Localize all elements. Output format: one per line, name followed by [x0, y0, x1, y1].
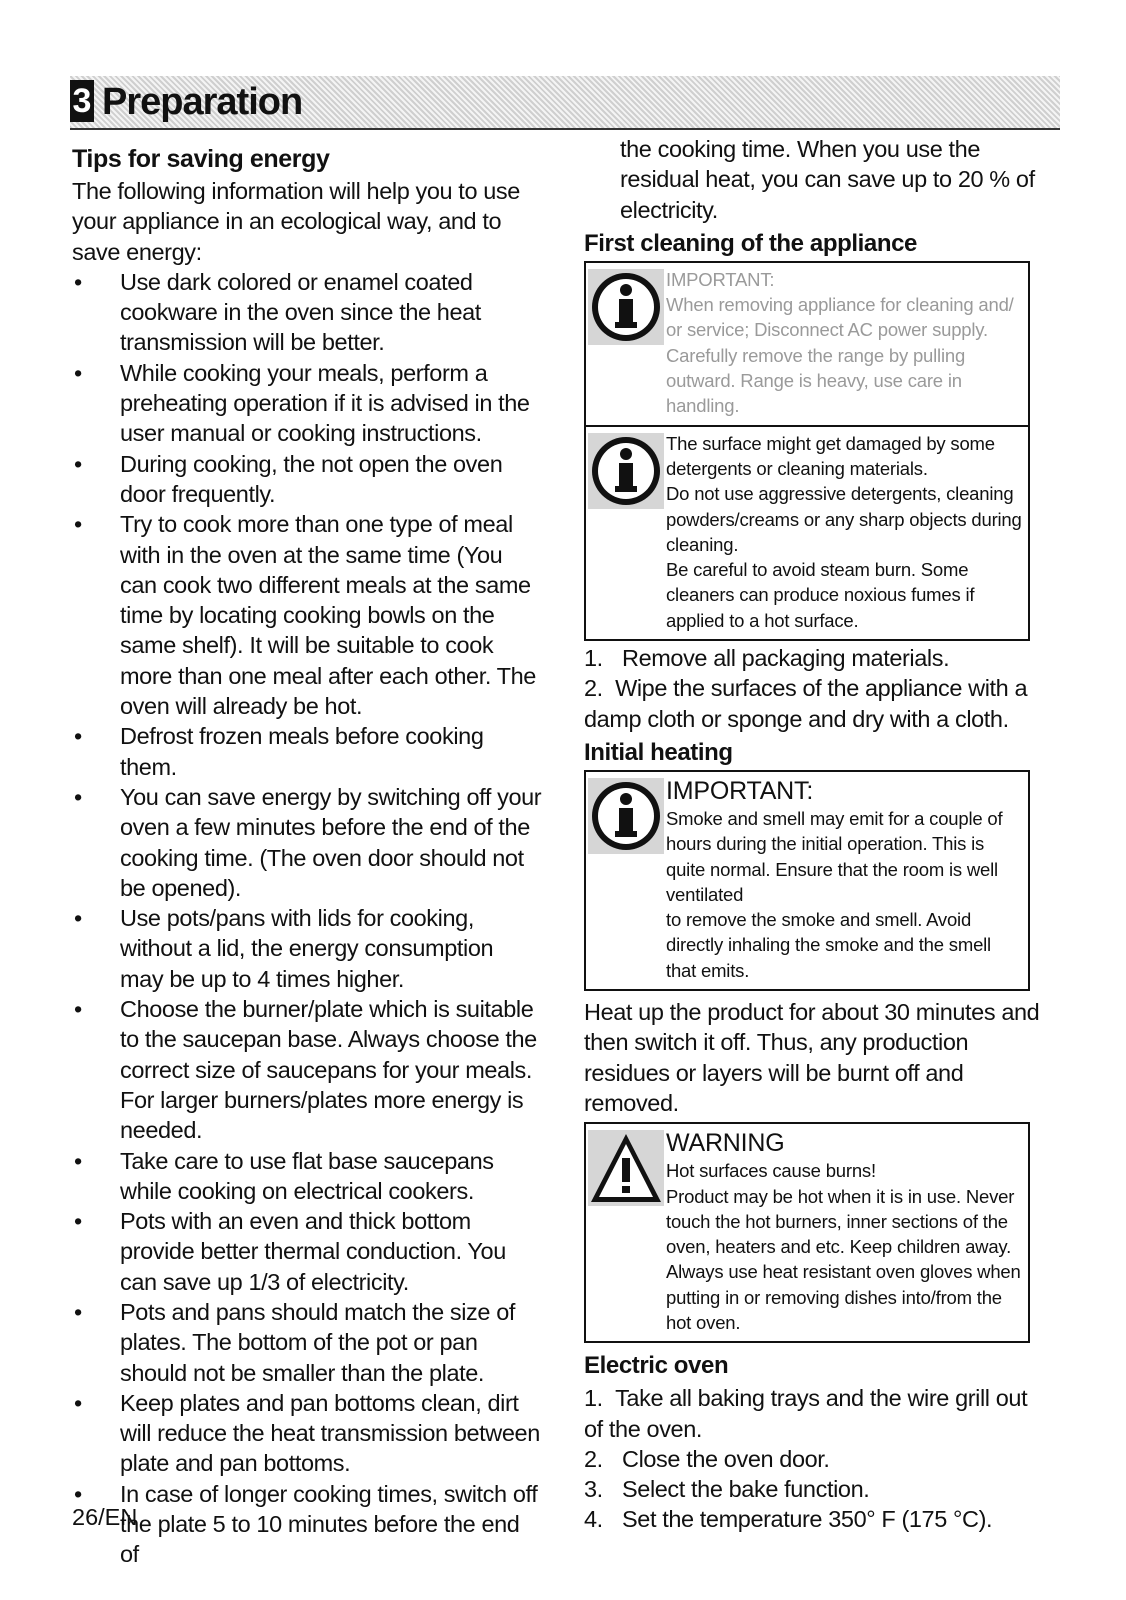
list-item: • You can save energy by switching off your oven a few minutes before the end of the cooking time. (The oven door should not be opened). [72, 782, 542, 903]
list-item: • Keep plates and pan bottoms clean, dirt will reduce the heat transmission between plate and pan bottoms. [72, 1388, 542, 1479]
list-item: 2. Close the oven door. [584, 1445, 830, 1472]
notice-line: Do not use aggressive detergents, cleaning powders/creams or any sharp objects during cleaning. [666, 483, 1022, 555]
section-title: Preparation [102, 81, 303, 123]
left-column [72, 142, 542, 1570]
warning-triangle-icon [588, 1130, 664, 1206]
first-cleaning-heading: First cleaning of the appliance [584, 229, 917, 257]
list-item: • In case of longer cooking times, switch off the plate 5 to 10 minutes before the end of [72, 1479, 542, 1570]
tips-intro: The following information will help you to use your appliance in an ecological way, and to save energy: [72, 178, 520, 265]
list-item: • Choose the burner/plate which is suitable to the saucepan base. Always choose the correct size of saucepans for your meals. For larger burners/plates more energy is needed. [72, 994, 542, 1145]
heating-paragraph: Heat up the product for about 30 minutes and then switch it off. Thus, any production residues or layers will be burnt off and removed. [584, 999, 1040, 1116]
notice-line: The surface might get damaged by some detergents or cleaning materials. [666, 432, 995, 479]
notice-text: When removing appliance for cleaning and/ or service; Disconnect AC power supply. Carefully remove the range by pulling outward. Range is heavy, use care in handling. [666, 294, 1014, 417]
tips-heading: Tips for saving energy [72, 145, 330, 173]
notice-line: Smoke and smell may emit for a couple of hours during the initial operation. This is quite normal. Ensure that the room is well ventilated [666, 807, 1003, 905]
continuation-text: the cooking time. When you use the residual heat, you can save up to 20 % of electricity. [620, 136, 1035, 223]
list-item: • Pots with an even and thick bottom provide better thermal conduction. You can save up 1/3 of electricity. [72, 1206, 542, 1297]
info-icon [588, 778, 664, 854]
section-number: 3 [70, 80, 94, 122]
info-icon [588, 269, 664, 345]
notice-line: Be careful to avoid steam burn. Some cleaners can produce noxious fumes if applied to a hot surface. [666, 559, 975, 631]
cleaning-steps [584, 643, 1044, 673]
notice-title: IMPORTANT: [666, 268, 775, 290]
list-item: • Use pots/pans with lids for cooking, without a lid, the energy consumption may be up to 4 times higher. [72, 903, 542, 994]
page-number: 26/EN [72, 1504, 138, 1530]
important-notice-smoke [584, 770, 1030, 991]
list-item: • Try to cook more than one type of meal with in the oven at the same time (You can cook two different meals at the same time by locating cooking bowls on the same shelf). It will be suitable to cook more than one meal after each other. The oven will already be hot. [72, 509, 542, 721]
notice-title: IMPORTANT: [666, 776, 814, 805]
notice-detergents [584, 427, 1030, 641]
section-header [70, 76, 1060, 130]
important-notice-removal [584, 261, 1030, 427]
list-item: 1. Remove all packaging materials. [584, 645, 950, 672]
list-item: • Take care to use flat base saucepans while cooking on electrical cookers. [72, 1146, 542, 1207]
list-item: 3. Select the bake function. [584, 1476, 870, 1503]
warning-line: Hot surfaces cause burns! [666, 1160, 876, 1182]
oven-steps [584, 1444, 1044, 1535]
right-column [584, 134, 1044, 1535]
warning-notice [584, 1122, 1030, 1343]
list-item: • Use dark colored or enamel coated cookware in the oven since the heat transmission will be better. [72, 267, 542, 358]
list-item: • Defrost frozen meals before cooking them. [72, 721, 542, 782]
warning-title: WARNING [666, 1129, 785, 1158]
list-item: 4. Set the temperature 350° F (175 °C). [584, 1506, 993, 1533]
list-item: 2. Wipe the surfaces of the appliance with a damp cloth or sponge and dry with a cloth. [584, 675, 1028, 732]
list-item: • During cooking, the not open the oven door frequently. [72, 449, 542, 510]
electric-oven-heading: Electric oven [584, 1352, 729, 1380]
info-icon [588, 433, 664, 509]
warning-line: Product may be hot when it is in use. Never touch the hot burners, inner sections of the oven, heaters and etc. Keep children away. Always use heat resistant oven gloves when putting in or removing dishes into/from the hot oven. [666, 1185, 1021, 1333]
list-item: • While cooking your meals, perform a preheating operation if it is advised in the user manual or cooking instructions. [72, 358, 542, 449]
notice-line: to remove the smoke and smell. Avoid directly inhaling the smoke and the smell that emits. [666, 909, 991, 981]
list-item: 1. Take all baking trays and the wire grill out of the oven. [584, 1385, 1028, 1442]
list-item: • Pots and pans should match the size of plates. The bottom of the pot or pan should not be smaller than the plate. [72, 1297, 542, 1388]
initial-heating-heading: Initial heating [584, 738, 733, 766]
tips-list [72, 267, 542, 1570]
